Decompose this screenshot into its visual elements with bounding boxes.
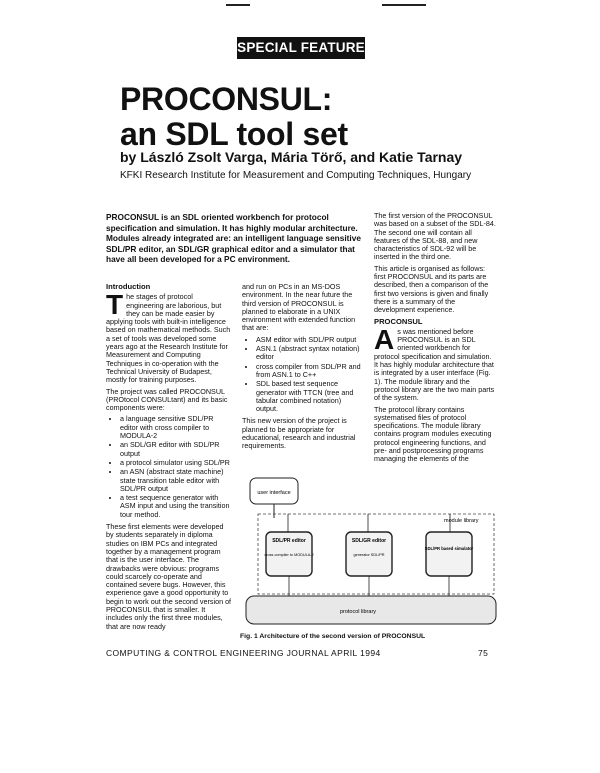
- list-item: • ASN.1 (abstract syntax notation) editor: [256, 345, 364, 362]
- list-item: • an ASN (abstract state machine) state transition table editor with SDL/PR output: [120, 468, 232, 493]
- sdl-gr-editor-label: SDL/GR editor: [351, 538, 387, 544]
- figure-caption: Fig. 1 Architecture of the second version of PROCONSUL: [240, 633, 426, 640]
- paragraph: These first elements were developed by students separately in diploma studies on IBM PCs and integrated together by a management program that is the user interface. The drawbacks were obvious: programs could scarcely co-operate and contained severe bugs. However, this experience gave a good opportunity to begin to work out the second version of PROCONSUL that is smaller. It includes only the first three modules, that are now ready: [106, 522, 232, 631]
- architecture-figure: [238, 470, 500, 630]
- list-item: • an SDL/GR editor with SDL/PR output: [120, 441, 232, 458]
- component-list: [106, 415, 232, 519]
- list-item: • ASM editor with SDL/PR output: [256, 336, 364, 344]
- abstract: PROCONSUL is an SDL oriented workbench for protocol specification and simulation. It has highly modular architecture. Modules already integrated are: an intelligent language sensitive SDL/PR editor, an SDL/GR graphical editor and a simulator that have all been developed for a PC environment.: [106, 212, 361, 264]
- top-rule-right: [382, 4, 426, 6]
- top-rule-left: [226, 4, 250, 6]
- paragraph: The project was called PROCONSUL (PROtocol CONSULtant) and its basic components were:: [106, 386, 228, 413]
- paragraph: The first version of the PROCONSUL was based on a subset of the SDL-84. The second one will contain all features of the SDL-88, and new characteristics of SDL-92 will be inserted in the third one.: [374, 211, 496, 262]
- title-line-2: an SDL tool set: [120, 116, 348, 152]
- paragraph: [374, 323, 496, 403]
- simulator-box: [426, 532, 472, 576]
- author-byline: by László Zsolt Varga, Mária Törő, and Katie Tarnay: [120, 149, 463, 165]
- column-2: [242, 283, 364, 454]
- paragraph: [106, 289, 232, 385]
- section-banner: SPECIAL FEATURE: [237, 37, 365, 59]
- section-heading-introduction: Introduction: [106, 282, 151, 291]
- dropcap: A: [374, 323, 395, 355]
- proconsul-text: s was mentioned before PROCONSUL is an SDL oriented workbench for protocol specification and simulation. It has highly modular architecture that is integrated by a user interface (Fig. 1). The module library and the protocol library are the two main parts of the system.: [374, 326, 495, 403]
- dropcap: T: [106, 289, 124, 321]
- module-library-label: module library: [444, 518, 479, 524]
- title-line-1: PROCONSUL:: [120, 81, 333, 117]
- section-heading-proconsul: PROCONSUL: [374, 316, 423, 326]
- protocol-library-label: protocol library: [339, 609, 377, 615]
- column-3: [374, 212, 496, 467]
- simulator-label: SDL/PR based simulator: [424, 546, 474, 551]
- list-item: • a protocol simulator using SDL/PR: [120, 459, 232, 467]
- feature-list: [242, 336, 364, 414]
- list-item: • cross compiler from SDL/PR and from ASN.1 to C++: [256, 363, 364, 380]
- paragraph: This article is organised as follows: first PROCONSUL and its parts are described, then a comparison of the first two versions is given and finally there is a summary of the development experience.: [374, 263, 489, 315]
- sdl-pr-editor-label: SDL/PR editor: [272, 538, 306, 544]
- list-item: • a test sequence generator with ASM input and using the transition tour method.: [120, 494, 232, 519]
- paragraph: This new version of the project is planned to be appropriate for educational, research and industrial requirements.: [242, 416, 356, 451]
- journal-footer: COMPUTING & CONTROL ENGINEERING JOURNAL APRIL 1994: [106, 648, 381, 658]
- intro-text: he stages of protocol engineering are laborious, but they can be made easier by applying tools with built-in intelligence based on mathematical methods. Such a set of tools was developed some years ago at the Research Institute for Measurement and Computing Techniques in co-operation with the Technical University of Budapest, mostly for training purposes.: [106, 292, 231, 385]
- list-item: • a language sensitive SDL/PR editor with cross compiler to MODULA-2: [120, 415, 232, 440]
- sdl-pr-editor-sub: cross compiler to MODULA-2: [264, 553, 314, 557]
- page-number: 75: [478, 648, 489, 658]
- author-affiliation: KFKI Research Institute for Measurement and Computing Techniques, Hungary: [120, 170, 472, 181]
- paragraph: The protocol library contains systematised files of protocol specifications. The module library contains program modules executing protocol engineering functions, and pre- and postprocessing programs managing the elements of the: [374, 404, 492, 464]
- user-interface-label: user interface: [257, 490, 291, 496]
- article-title: [120, 82, 348, 152]
- sdl-gr-editor-sub: generator SDL/PR: [353, 553, 385, 557]
- paragraph: and run on PCs in an MS-DOS environment. In the near future the third version of PROCONSUL is planned to elaborate in a UNIX environment with extended function that are:: [242, 282, 356, 333]
- column-1: [106, 283, 232, 634]
- list-item: • SDL based test sequence generator with TTCN (tree and tabular combined notation) output.: [256, 380, 364, 413]
